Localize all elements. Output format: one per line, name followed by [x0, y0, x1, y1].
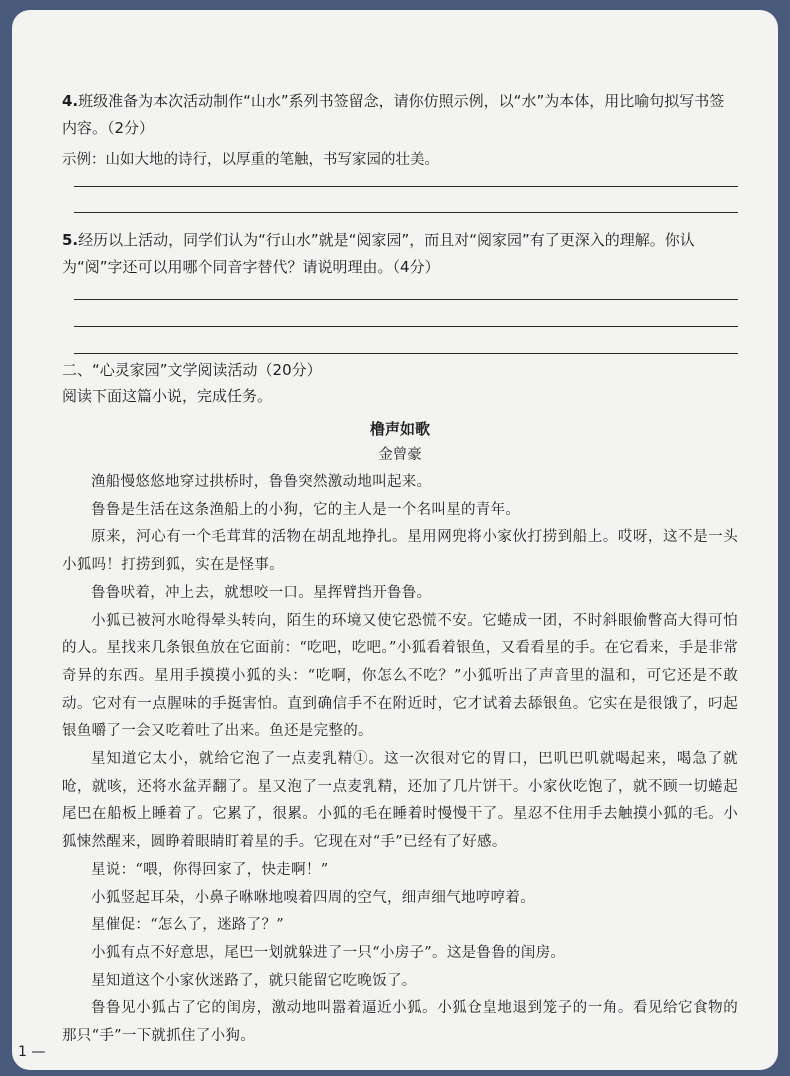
question-4-example: 示例：山如大地的诗行，以厚重的笔触，书写家园的壮美。	[62, 152, 439, 168]
section-2-instruction: 阅读下面这篇小说，完成任务。	[62, 387, 273, 405]
story-paragraph: 原来，河心有一个毛茸茸的活物在胡乱地挣扎。星用网兜将小家伙打捞到船上。哎呀，这不是一头小狐吗！打捞到狐，实在是怪事。	[62, 529, 738, 574]
answer-line	[74, 299, 738, 300]
answer-line	[74, 212, 738, 213]
story-paragraph: 渔船慢悠悠地穿过拱桥时，鲁鲁突然激动地叫起来。	[91, 474, 432, 490]
story-paragraph: 小狐已被河水呛得晕头转向，陌生的环境又使它恐慌不安。它蜷成一团，不时斜眼偷瞥高大得可怕的人。星找来几条银鱼放在它面前：“吃吧，吃吧。”小狐看着银鱼，又看看星的手。在它看来，手是非常奇异的东西。星用手摸摸小狐的头：“吃啊，你怎么不吃？”小狐听出了声音里的温和，可它还是不敢动。它对有一点腥味的手挺害怕。直到确信手不在附近时，它才试着去舔银鱼。它实在是很饿了，叼起银鱼嚼了一会又吃着吐了出来。鱼还是完整的。	[62, 612, 738, 740]
question-4	[62, 88, 738, 142]
question-5-number: 5.	[62, 231, 79, 249]
story-body	[62, 469, 738, 1051]
document-page	[12, 10, 778, 1070]
story-paragraph: 星催促：“怎么了，迷路了？”	[91, 917, 285, 934]
story-title: 橹声如歌	[369, 420, 430, 438]
story-paragraph: 星知道它太小，就给它泡了一点麦乳精①。这一次很对它的胃口，巴叽巴叽就喝起来，喝急了就呛，就咳，还将水盆弄翻了。星又泡了一点麦乳精，还加了几片饼干。小家伙吃饱了，就不顾一切蜷起尾巴在船板上睡着了。它累了，很累。小狐的毛在睡着时慢慢干了。星忍不住用手去触摸小狐的毛。小狐悚然醒来，圆睁着眼睛盯着星的手。它现在对“手”已经有了好感。	[62, 751, 738, 851]
page-number: 1 —	[18, 1044, 46, 1060]
page-content	[62, 88, 738, 1051]
section-2-heading: 二、“心灵家园”文学阅读活动（20分）	[62, 361, 322, 379]
question-5	[62, 227, 738, 281]
story-paragraph: 星说：“喂，你得回家了，快走啊！”	[91, 861, 329, 878]
story-author: 金曾豪	[378, 447, 422, 463]
question-4-text: 班级准备为本次活动制作“山水”系列书签留念，请你仿照示例，以“水”为本体，用比喻句拟写书签内容。（2分）	[62, 92, 725, 137]
question-5-text: 经历以上活动，同学们认为“行山水”就是“阅家园”，而且对“阅家园”有了更深入的理解。你认为“阅”字还可以用哪个同音字替代？请说明理由。（4分）	[62, 231, 695, 276]
story-paragraph: 星知道这个小家伙迷路了，就只能留它吃晚饭了。	[91, 972, 417, 989]
answer-line	[74, 186, 738, 187]
answer-line	[74, 326, 738, 327]
story-paragraph: 小狐有点不好意思，尾巴一划就躲进了一只“小房子”。这是鲁鲁的闺房。	[91, 944, 566, 961]
story-paragraph: 小狐竖起耳朵，小鼻子咻咻地嗅着四周的空气，细声细气地哼哼着。	[91, 889, 535, 906]
answer-line	[74, 353, 738, 354]
story-paragraph: 鲁鲁吠着，冲上去，就想咬一口。星挥臂挡开鲁鲁。	[91, 584, 432, 601]
story-paragraph: 鲁鲁是生活在这条渔船上的小狗，它的主人是一个名叫星的青年。	[91, 501, 521, 518]
story-paragraph: 鲁鲁见小狐占了它的闺房，激动地叫嚣着逼近小狐。小狐仓皇地退到笼子的一角。看见给它食物的那只“手”一下就抓住了小狗。	[62, 1000, 738, 1045]
question-4-number: 4.	[62, 92, 79, 110]
